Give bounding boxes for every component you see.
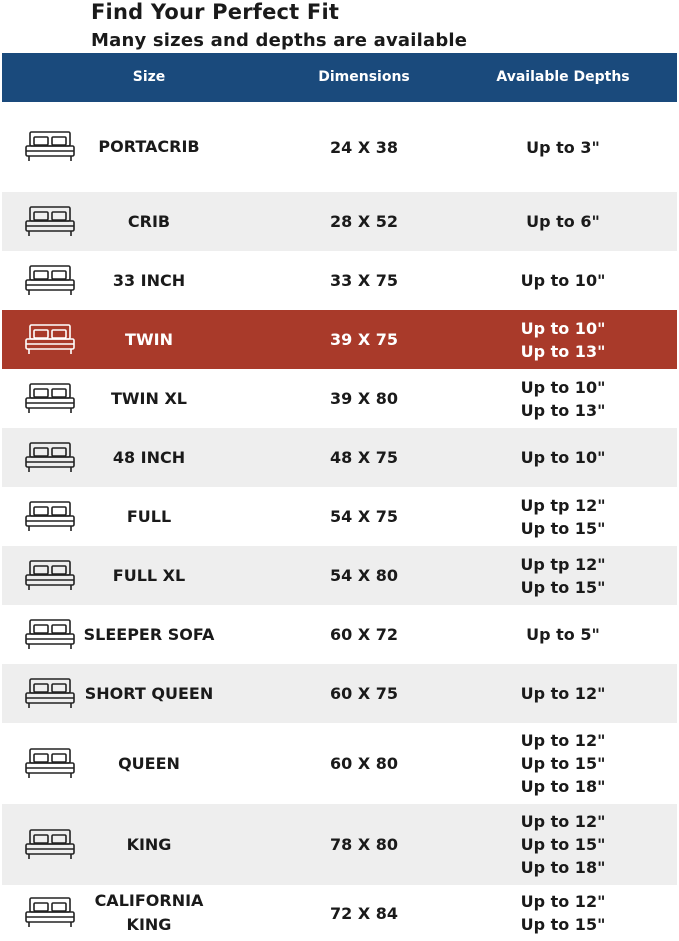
bed-icon [22,369,78,428]
depth-value: Up to 13" [520,400,606,420]
depth-value: Up tp 12" [520,554,606,574]
bed-icon [22,664,78,723]
depth-value: Up to 10" [520,377,606,397]
depth-value: Up to 18" [520,858,606,877]
bed-icon [22,428,78,487]
depths-cell [488,251,638,310]
table-header [2,53,677,102]
depth-value: Up to 18" [520,777,606,796]
table-row [2,664,677,723]
table-row [2,310,677,369]
depths-cell [488,487,638,546]
header-dimensions: Dimensions [318,69,410,85]
depths-cell [488,102,638,192]
dimensions-cell: 54 X 80 [329,566,398,585]
dimensions-cell: 33 X 75 [329,271,398,290]
size-cell: PORTACRIB [98,137,200,156]
table-row [2,251,677,310]
depths-cell [488,546,638,605]
size-cell: QUEEN [118,753,180,773]
page-title: Find Your Perfect Fit [91,0,340,24]
depths-cell [488,428,638,487]
depths-cell [488,664,638,723]
size-cell: KING [126,834,172,854]
size-cell: SHORT QUEEN [84,683,214,703]
depth-value: Up to 13" [520,341,606,361]
bed-icon [22,546,78,605]
depth-value: Up to 12" [520,812,606,831]
depths-cell [488,723,638,804]
depths-cell [488,369,638,428]
dimensions-cell: 60 X 75 [329,684,398,703]
size-cell: CALIFORNIA KING [94,891,204,934]
table-row [2,804,677,885]
depth-value: Up to 10" [520,271,606,290]
bed-icon [22,487,78,546]
table-row [2,885,677,941]
header-size: Size [132,69,166,85]
table-row [2,369,677,428]
dimensions-cell: 48 X 75 [329,448,398,467]
dimensions-cell: 39 X 80 [329,389,398,408]
table-row [2,192,677,251]
dimensions-cell: 72 X 84 [329,903,398,923]
page-subtitle: Many sizes and depths are available [91,30,468,51]
bed-icon [22,310,78,369]
dimensions-cell: 78 X 80 [329,835,398,854]
depth-value: Up to 15" [520,915,606,934]
bed-icon [22,885,78,941]
depths-cell [488,605,638,664]
dimensions-cell: 28 X 52 [329,212,398,231]
size-cell: CRIB [127,211,171,231]
bed-icon [22,102,78,192]
table-row [2,428,677,487]
depths-cell [488,804,638,885]
bed-icon [22,192,78,251]
depth-value: Up to 10" [520,318,606,338]
bed-icon [22,251,78,310]
depth-value: Up to 10" [520,448,606,467]
dimensions-cell: 39 X 75 [329,330,398,349]
depth-value: Up tp 12" [520,495,606,515]
size-cell: TWIN XL [110,388,187,408]
header-depths: Available Depths [496,69,630,85]
bed-icon [22,723,78,804]
table-row [2,102,677,192]
table-row [2,723,677,804]
size-cell: TWIN [125,329,173,349]
depth-value: Up to 15" [520,835,606,854]
depths-cell [488,310,638,369]
size-cell: SLEEPER SOFA [83,624,215,644]
bed-icon [22,605,78,664]
dimensions-cell: 54 X 75 [329,507,398,526]
dimensions-cell: 60 X 72 [329,625,398,644]
size-cell: FULL XL [112,565,186,585]
table-row [2,546,677,605]
depth-value: Up to 5" [526,625,600,644]
depth-value: Up to 15" [520,754,606,773]
dimensions-cell: 24 X 38 [329,137,398,157]
depth-value: Up to 6" [526,212,600,231]
depths-cell [488,192,638,251]
bed-icon [22,804,78,885]
depth-value: Up to 15" [520,518,606,538]
size-cell: 33 INCH [112,270,186,290]
depth-value: Up to 15" [520,577,606,597]
depth-value: Up to 12" [520,731,606,750]
depth-value: Up to 3" [526,137,600,157]
size-table [2,102,677,941]
depths-cell [488,885,638,941]
size-cell: FULL [126,506,172,526]
depth-value: Up to 12" [520,892,606,911]
depth-value: Up to 12" [520,684,606,703]
table-row [2,487,677,546]
size-cell: 48 INCH [112,447,186,467]
table-row [2,605,677,664]
dimensions-cell: 60 X 80 [329,754,398,773]
